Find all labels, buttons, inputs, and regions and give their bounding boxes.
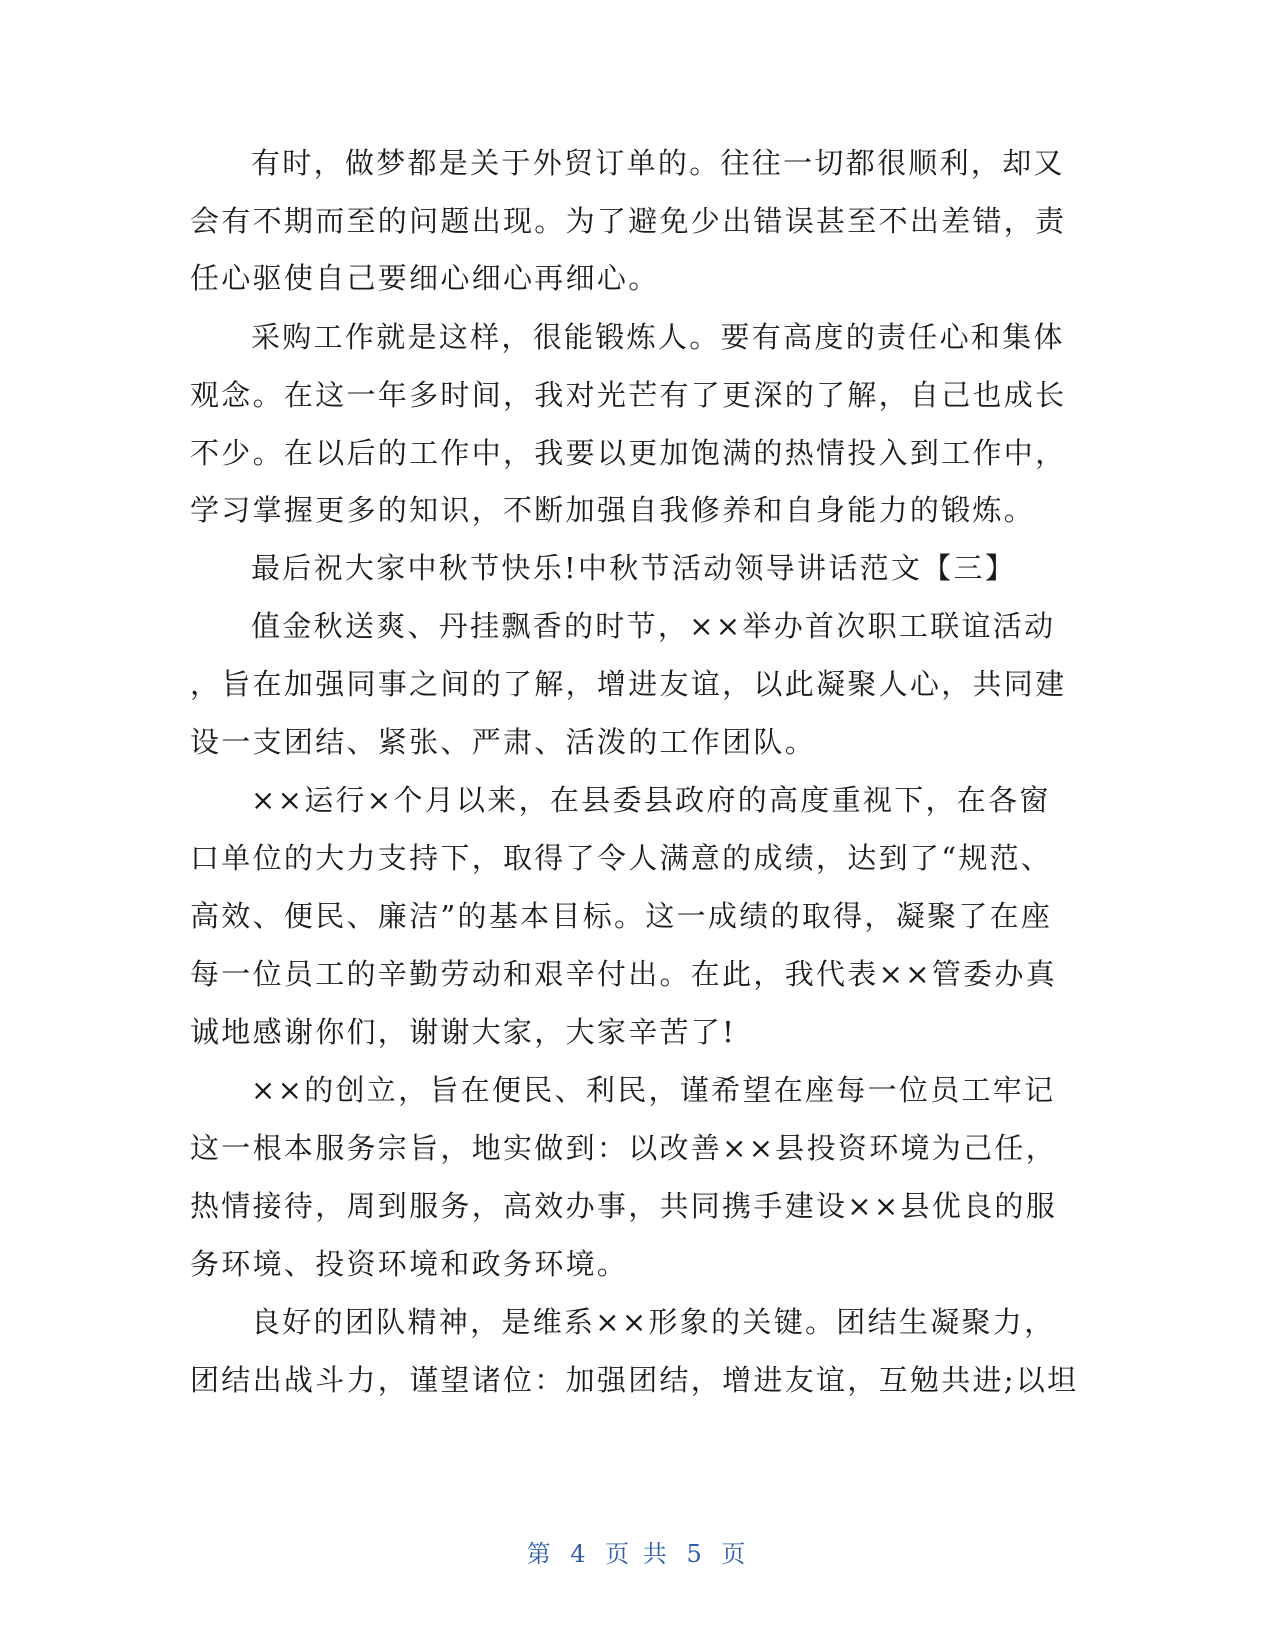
- text-line: 值金秋送爽、丹挂飘香的时节，××举办首次职工联谊活动: [251, 609, 1056, 643]
- text-line: ，旨在加强同事之间的了解，增进友谊，以此凝聚人心，共同建: [190, 667, 1067, 701]
- text-line: 有时，做梦都是关于外贸订单的。往往一切都很顺利，却又: [251, 146, 1065, 180]
- text-line: 会有不期而至的问题出现。为了避免少出错误甚至不出差错，责: [190, 204, 1067, 238]
- page-footer: [0, 1538, 1275, 1570]
- text-line: 这一根本服务宗旨，地实做到：以改善××县投资环境为己任，: [190, 1131, 1057, 1165]
- section-heading: 最后祝大家中秋节快乐!中秋节活动领导讲话范文【三】: [251, 551, 1017, 585]
- text-line: ××的创立，旨在便民、利民，谨希望在座每一位员工牢记: [251, 1073, 1056, 1107]
- text-line: 任心驱使自己要细心细心再细心。: [190, 261, 660, 295]
- text-line: 口单位的大力支持下，取得了令人满意的成绩，达到了“规范、: [190, 841, 1053, 875]
- footer-suffix: 页: [721, 1540, 749, 1568]
- total-pages-number: 5: [686, 1540, 705, 1568]
- text-line: 良好的团队精神，是维系××形象的关键。团结生凝聚力，: [251, 1305, 1056, 1339]
- text-line: 团结出战斗力，谨望诸位：加强团结，增进友谊，互勉共进;以坦: [190, 1363, 1079, 1397]
- text-line: 诚地感谢你们，谢谢大家，大家辛苦了!: [190, 1015, 737, 1049]
- text-line: 观念。在这一年多时间，我对光芒有了更深的了解，自己也成长: [190, 378, 1067, 412]
- text-line: 不少。在以后的工作中，我要以更加饱满的热情投入到工作中，: [190, 436, 1067, 470]
- text-line: 热情接待，周到服务，高效办事，共同携手建设××县优良的服: [190, 1189, 1057, 1223]
- current-page-number: 4: [570, 1540, 589, 1568]
- text-line: 每一位员工的辛勤劳动和艰辛付出。在此，我代表××管委办真: [190, 957, 1057, 991]
- text-line: 务环境、投资环境和政务环境。: [190, 1247, 629, 1281]
- text-line: ××运行×个月以来，在县委县政府的高度重视下，在各窗: [251, 783, 1051, 817]
- footer-prefix: 第: [526, 1540, 554, 1568]
- text-line: 学习掌握更多的知识，不断加强自我修养和自身能力的锻炼。: [190, 493, 1036, 527]
- text-line: 采购工作就是这样，很能锻炼人。要有高度的责任心和集体: [251, 320, 1065, 354]
- footer-middle: 页 共: [605, 1540, 670, 1568]
- text-line: 高效、便民、廉洁”的基本目标。这一成绩的取得，凝聚了在座: [190, 899, 1053, 933]
- text-line: 设一支团结、紧张、严肃、活泼的工作团队。: [190, 725, 817, 759]
